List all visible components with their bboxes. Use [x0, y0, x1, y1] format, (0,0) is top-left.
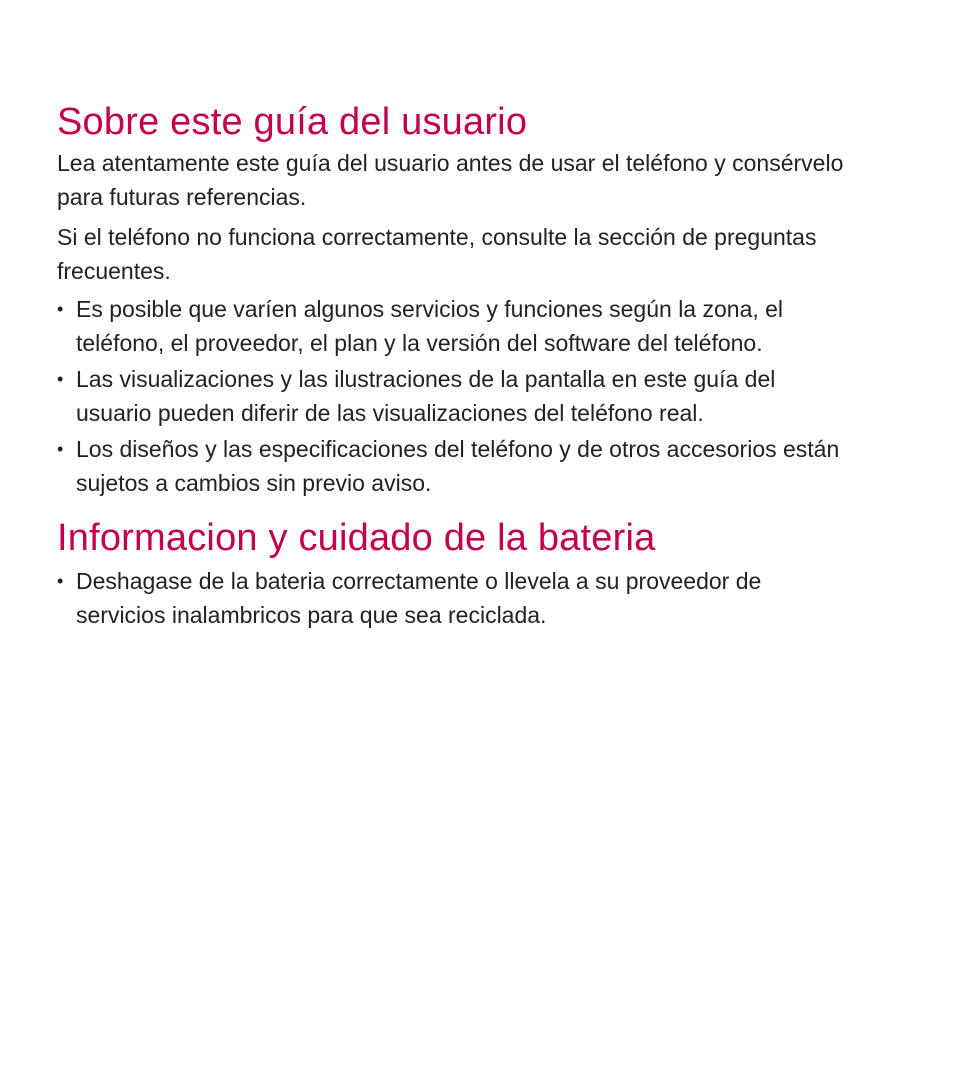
section-battery	[57, 514, 857, 632]
notes-list	[57, 292, 857, 500]
list-item	[57, 292, 857, 360]
battery-notes-list	[57, 564, 857, 632]
list-item	[57, 362, 857, 430]
list-item	[57, 564, 857, 632]
section-title-battery: Informacion y cuidado de la bateria	[57, 517, 656, 559]
list-item-text: Los diseños y las especificaciones del teléfono y de otros accesorios están sujetos a cambios sin previo aviso.	[76, 436, 840, 496]
manual-page	[57, 98, 857, 634]
list-item-text: Es posible que varíen algunos servicios y funciones según la zona, el teléfono, el proveedor, el plan y la versión del software del teléfono.	[76, 296, 784, 356]
bullet-icon: •	[57, 571, 64, 591]
intro-paragraph-read-carefully: Lea atentamente este guía del usuario antes de usar el teléfono y consérvelo para futuras referencias.	[57, 150, 844, 210]
bullet-icon: •	[57, 369, 64, 389]
intro-paragraph-faq: Si el teléfono no funciona correctamente, consulte la sección de preguntas frecuentes.	[57, 224, 817, 284]
list-item	[57, 432, 857, 500]
section-title-user-guide: Sobre este guía del usuario	[57, 101, 528, 143]
bullet-icon: •	[57, 299, 64, 319]
list-item-text: Las visualizaciones y las ilustraciones de la pantalla en este guía del usuario pueden diferir de las visualizaciones del teléfono real.	[76, 366, 776, 426]
section-user-guide	[57, 98, 857, 500]
bullet-icon: •	[57, 439, 64, 459]
list-item-text: Deshagase de la bateria correctamente o llevela a su proveedor de servicios inalambricos para que sea reciclada.	[76, 568, 762, 628]
